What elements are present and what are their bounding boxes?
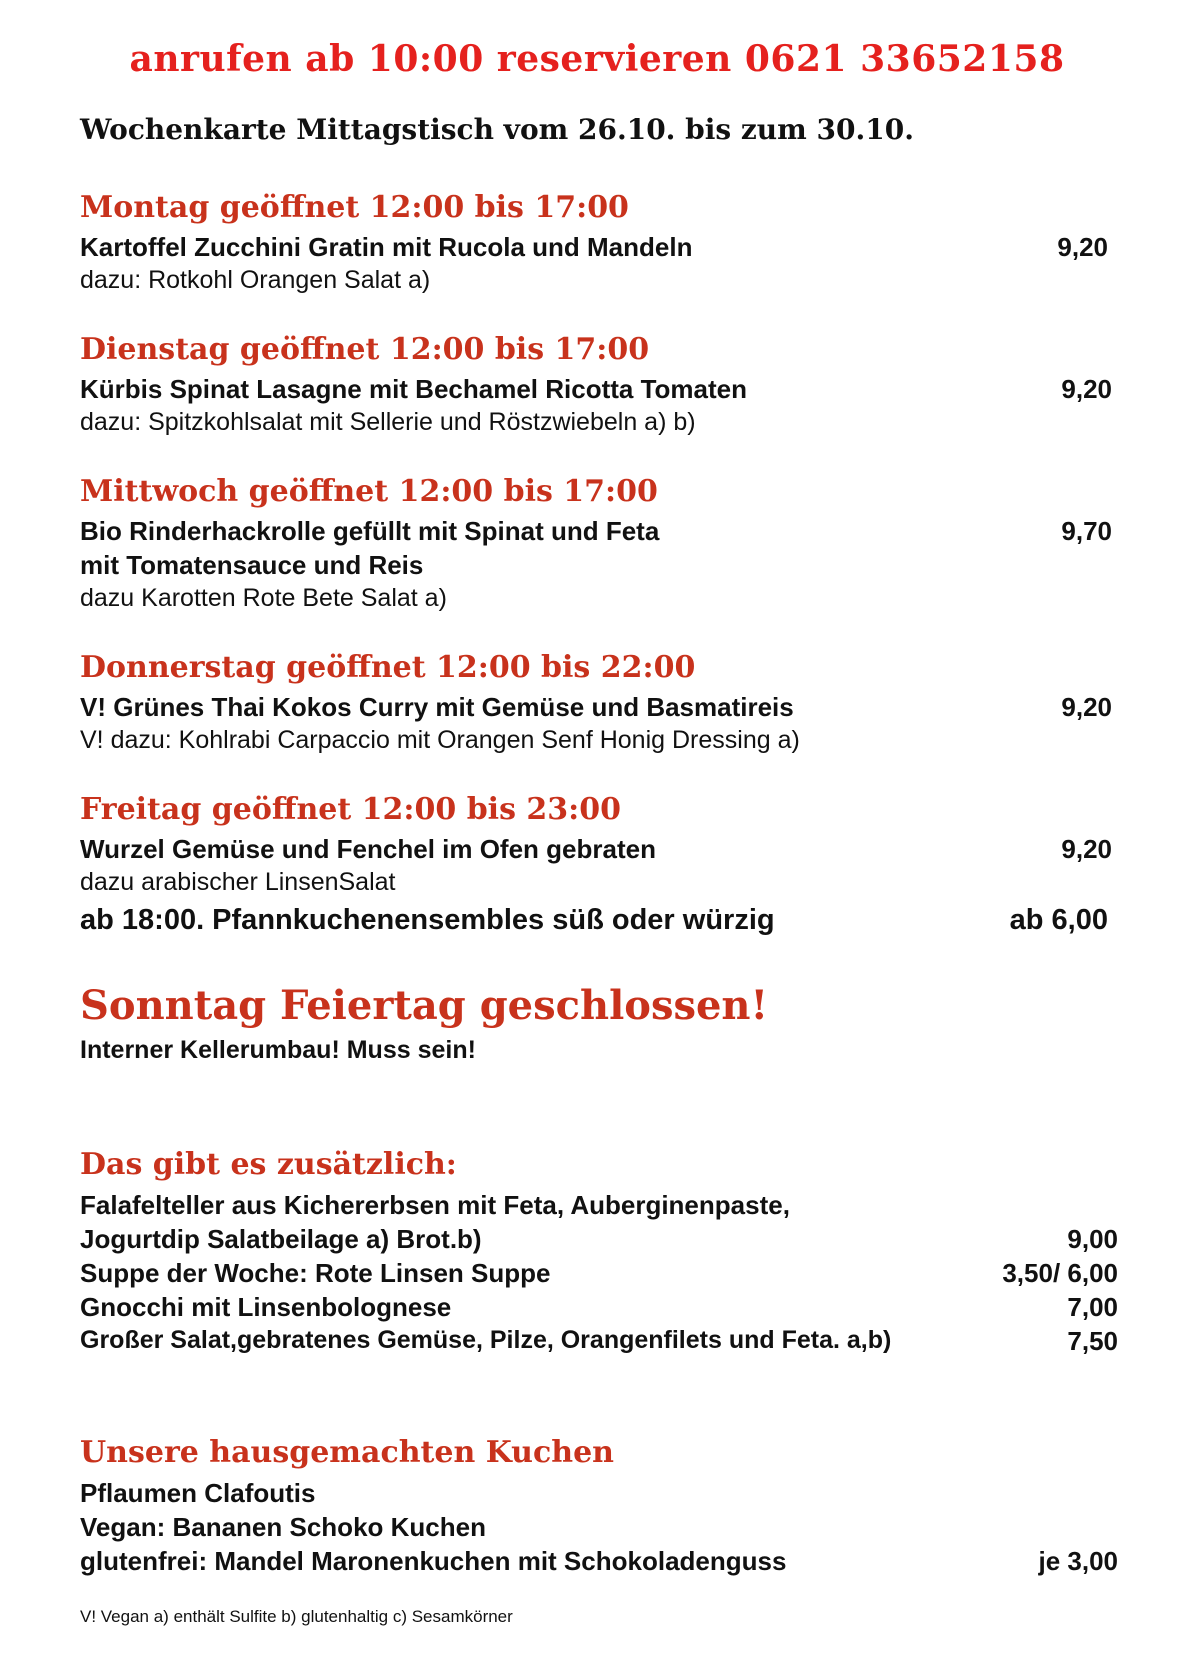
dish-dienstag: Kürbis Spinat Lasagne mit Bechamel Ricotta Tomaten	[80, 374, 747, 404]
extras-heading: Das gibt es zusätzlich:	[80, 1147, 457, 1182]
price-montag: 9,20	[1057, 232, 1108, 262]
price-freitag: 9,20	[1061, 834, 1112, 864]
extras-item-falafel-line2: Jogurtdip Salatbeilage a) Brot.b)	[80, 1224, 482, 1254]
allergen-footnote: V! Vegan a) enthält Sulfite b) glutenhaltig c) Sesamkörner	[80, 1607, 513, 1626]
cake-item-glutenfree: glutenfrei: Mandel Maronenkuchen mit Schokoladenguss	[80, 1546, 787, 1576]
extras-item-soup: Suppe der Woche: Rote Linsen Suppe	[80, 1258, 551, 1288]
day-heading-dienstag: Dienstag geöffnet 12:00 bis 17:00	[80, 332, 650, 367]
side-donnerstag: V! dazu: Kohlrabi Carpaccio mit Orangen Senf Honig Dressing a)	[80, 726, 800, 754]
extras-item-gnocchi: Gnocchi mit Linsenbolognese	[80, 1292, 452, 1322]
day-heading-freitag: Freitag geöffnet 12:00 bis 23:00	[80, 792, 621, 827]
side-dienstag: dazu: Spitzkohlsalat mit Sellerie und Röstzwiebeln a) b)	[80, 408, 696, 436]
day-heading-mittwoch: Mittwoch geöffnet 12:00 bis 17:00	[80, 474, 658, 509]
menu-title: Wochenkarte Mittagstisch vom 26.10. bis zum 30.10.	[80, 113, 914, 146]
evening-pancakes: ab 18:00. Pfannkuchenensembles süß oder würzig	[80, 904, 775, 936]
side-mittwoch: dazu Karotten Rote Bete Salat a)	[80, 584, 447, 612]
cakes-price: je 3,00	[1038, 1546, 1118, 1576]
side-freitag: dazu arabischer LinsenSalat	[80, 868, 396, 896]
extras-item-falafel-line1: Falafelteller aus Kichererbsen mit Feta, Auberginenpaste,	[80, 1190, 790, 1220]
closed-heading: Sonntag Feiertag geschlossen!	[80, 982, 769, 1029]
price-dienstag: 9,20	[1061, 374, 1112, 404]
cake-item-vegan: Vegan: Bananen Schoko Kuchen	[80, 1512, 486, 1542]
extras-price-salad: 7,50	[1067, 1326, 1118, 1356]
extras-price-soup: 3,50/ 6,00	[1002, 1258, 1118, 1288]
price-donnerstag: 9,20	[1061, 692, 1112, 722]
extras-item-salad: Großer Salat,gebratenes Gemüse, Pilze, Orangenfilets und Feta. a,b)	[80, 1326, 892, 1354]
closed-note: Interner Kellerumbau! Muss sein!	[80, 1036, 476, 1064]
side-montag: dazu: Rotkohl Orangen Salat a)	[80, 266, 431, 294]
extras-price-falafel: 9,00	[1067, 1224, 1118, 1254]
extras-price-gnocchi: 7,00	[1067, 1292, 1118, 1322]
day-heading-montag: Montag geöffnet 12:00 bis 17:00	[80, 190, 629, 225]
reservation-phone-line: anrufen ab 10:00 reservieren 0621 33652158	[129, 38, 1065, 80]
dish-freitag: Wurzel Gemüse und Fenchel im Ofen gebraten	[80, 834, 656, 864]
dish-mittwoch-line2: mit Tomatensauce und Reis	[80, 550, 424, 580]
cake-item-clafoutis: Pflaumen Clafoutis	[80, 1478, 316, 1508]
dish-mittwoch-line1: Bio Rinderhackrolle gefüllt mit Spinat und Feta	[80, 516, 660, 546]
dish-montag: Kartoffel Zucchini Gratin mit Rucola und Mandeln	[80, 232, 693, 262]
cakes-heading: Unsere hausgemachten Kuchen	[80, 1435, 614, 1470]
day-heading-donnerstag: Donnerstag geöffnet 12:00 bis 22:00	[80, 650, 696, 685]
price-mittwoch: 9,70	[1061, 516, 1112, 546]
dish-donnerstag: V! Grünes Thai Kokos Curry mit Gemüse und Basmatireis	[80, 692, 794, 722]
evening-price: ab 6,00	[1009, 904, 1108, 936]
